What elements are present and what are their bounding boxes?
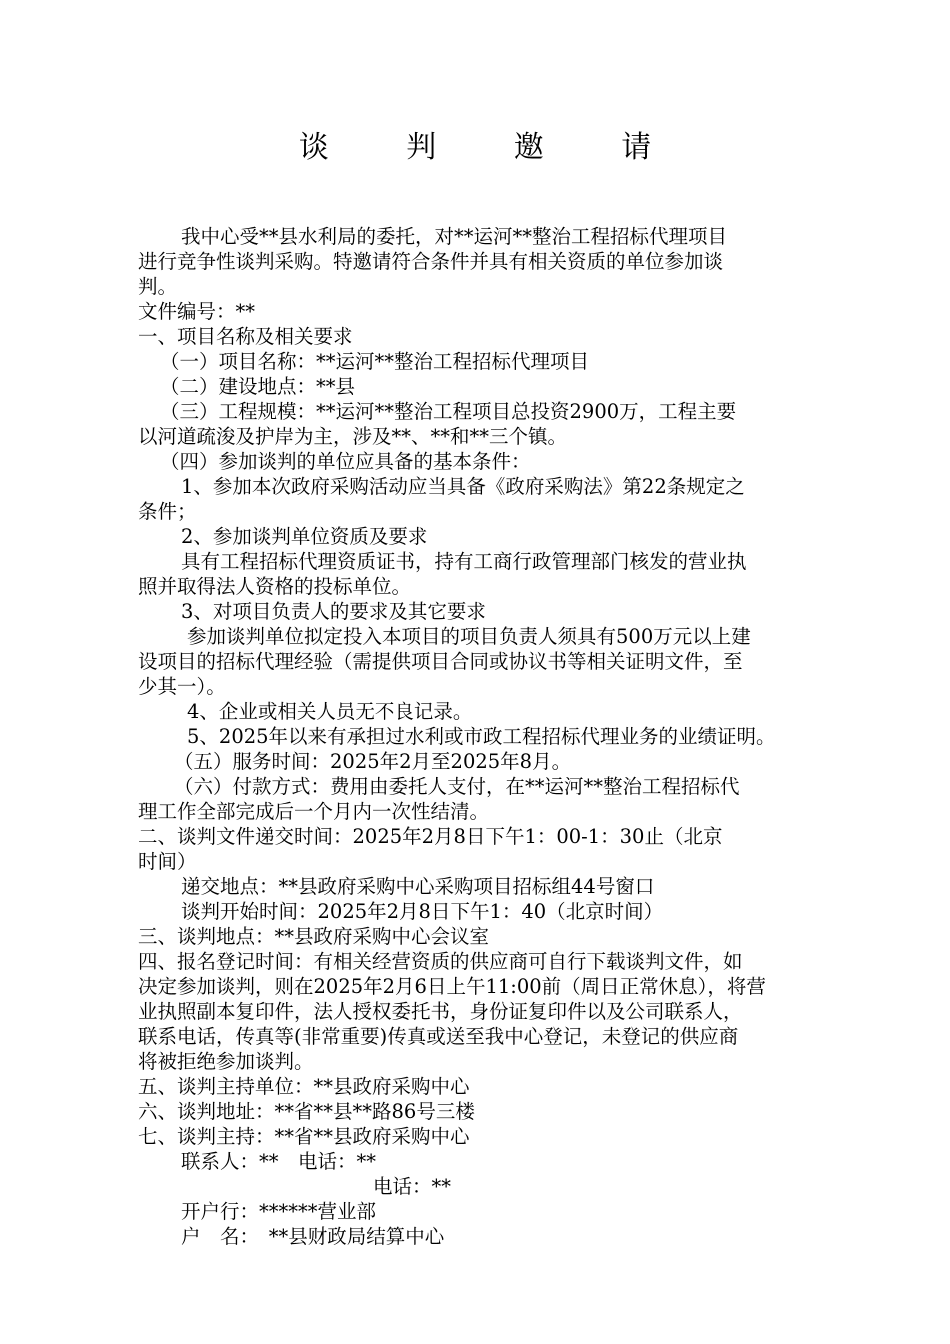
condition-2-line-1: 具有工程招标代理资质证书，持有工商行政管理部门核发的营业执: [181, 550, 747, 573]
project-scale-line-1: （三）工程规模：**运河**整治工程项目总投资2900万，工程主要: [160, 400, 737, 423]
file-number: 文件编号：**: [138, 300, 256, 323]
condition-1-line-2: 条件；: [138, 500, 197, 523]
project-name: （一）项目名称：**运河**整治工程招标代理项目: [160, 350, 590, 373]
condition-5: 5、2025年以来有承担过水利或市政工程招标代理业务的业绩证明。: [187, 725, 776, 748]
registration-line-4: 联系电话，传真等(非常重要)传真或送至我中心登记，未登记的供应商: [138, 1025, 739, 1048]
negotiation-host: 七、谈判主持：**省**县政府采购中心: [138, 1125, 470, 1148]
payment-line-1: （六）付款方式：费用由委托人支付，在**运河**整治工程招标代: [174, 775, 740, 798]
condition-2-line-2: 照并取得法人资格的投标单位。: [138, 575, 412, 598]
payment-line-2: 理工作全部完成后一个月内一次性结清。: [138, 800, 490, 823]
registration-line-3: 业执照副本复印件，法人授权委托书，身份证复印件以及公司联系人，: [138, 1000, 743, 1023]
account-name: 户 名： **县财政局结算中心: [181, 1225, 445, 1248]
condition-3-line-1: 参加谈判单位拟定投入本项目的项目负责人须具有500万元以上建: [187, 625, 751, 648]
condition-3-line-2: 设项目的招标代理经验（需提供项目合同或协议书等相关证明文件，至: [138, 650, 743, 673]
section-1-heading: 一、项目名称及相关要求: [138, 325, 353, 348]
intro-line-3: 判。: [138, 275, 178, 298]
negotiation-start-time: 谈判开始时间：2025年2月8日下午1：40（北京时间）: [181, 900, 664, 923]
intro-line-1: 我中心受**县水利局的委托，对**运河**整治工程招标代理项目: [181, 225, 728, 248]
condition-2-heading: 2、参加谈判单位资质及要求: [181, 525, 428, 548]
construction-site: （二）建设地点：**县: [160, 375, 356, 398]
basic-conditions-heading: （四）参加谈判的单位应具备的基本条件：: [160, 450, 531, 473]
condition-3-heading: 3、对项目负责人的要求及其它要求: [181, 600, 486, 623]
negotiation-address: 六、谈判地址：**省**县**路86号三楼: [138, 1100, 475, 1123]
bank-name: 开户行：******营业部: [181, 1200, 377, 1223]
intro-line-2: 进行竞争性谈判采购。特邀请符合条件并具有相关资质的单位参加谈: [138, 250, 724, 273]
document-title: 谈 判 邀 请: [298, 130, 686, 165]
registration-line-1: 四、报名登记时间：有相关经营资质的供应商可自行下载谈判文件，如: [138, 950, 743, 973]
submission-time-line-2: 时间）: [138, 850, 197, 873]
registration-line-2: 决定参加谈判，则在2025年2月6日上午11:00前（周日正常休息），将营: [138, 975, 766, 998]
condition-4: 4、企业或相关人员无不良记录。: [187, 700, 473, 723]
negotiation-place: 三、谈判地点：**县政府采购中心会议室: [138, 925, 490, 948]
contact-person: 联系人：** 电话：**: [181, 1150, 377, 1173]
submission-time-line-1: 二、谈判文件递交时间：2025年2月8日下午1：00-1：30止（北京: [138, 825, 723, 848]
project-scale-line-2: 以河道疏浚及护岸为主，涉及**、**和**三个镇。: [138, 425, 568, 448]
condition-1-line-1: 1、参加本次政府采购活动应当具备《政府采购法》第22条规定之: [181, 475, 745, 498]
service-time: （五）服务时间：2025年2月至2025年8月。: [174, 750, 572, 773]
condition-3-line-3: 少其一）。: [138, 675, 226, 698]
submission-place: 递交地点：**县政府采购中心采购项目招标组44号窗口: [181, 875, 655, 898]
contact-phone: 电话：**: [373, 1175, 452, 1198]
registration-line-5: 将被拒绝参加谈判。: [138, 1050, 314, 1073]
host-unit: 五、谈判主持单位：**县政府采购中心: [138, 1075, 470, 1098]
